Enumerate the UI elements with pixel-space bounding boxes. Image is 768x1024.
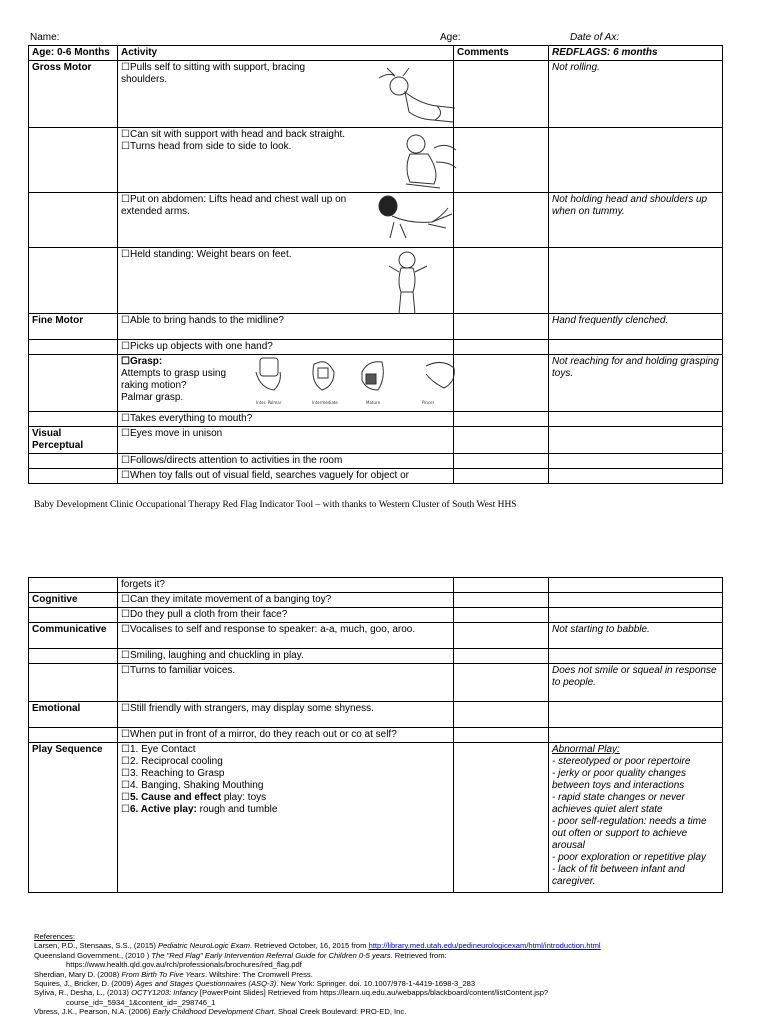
age-label: Age:	[440, 32, 461, 43]
checkbox[interactable]	[121, 792, 130, 803]
checkbox[interactable]	[121, 315, 130, 326]
grasp-label: Pincer	[422, 400, 435, 405]
activity-cell: ☐ 1. Eye Contact ☐ 2. Reciprocal cooling ☐ 3. Reaching to Grasp ☐ 4. Banging, Shaking Mouthing ☐ 5. Cause and effect play: toys ☐ 6. Active play: rough and tumble	[118, 743, 454, 893]
table-header-row	[29, 46, 723, 61]
comment-cell[interactable]	[454, 578, 549, 593]
age-column-header: Age: 0-6 Months	[29, 46, 118, 61]
table-row	[29, 649, 723, 664]
comment-cell[interactable]	[454, 608, 549, 623]
comment-cell[interactable]	[454, 61, 549, 128]
table-row	[29, 469, 723, 484]
reference-item: Squires, J., Bricker, D. (2009) Ages and Stages Questionnaires (ASQ-3). New York: Springer. doi. 10.1007/978-1-4419-1698-3_283	[34, 979, 476, 989]
activity-cell: ☐ Do they pull a cloth from their face?	[118, 608, 454, 623]
activity-cell: ☐ Pulls self to sitting with support, bracing shoulders.	[118, 61, 454, 128]
checkbox[interactable]	[121, 594, 130, 605]
comment-cell[interactable]	[454, 314, 549, 340]
reference-item: Sherdian, Mary D. (2008) From Birth To Five Years. Wiltshire: The Cromwell Press.	[34, 969, 313, 979]
category-play-sequence: Play Sequence	[29, 743, 118, 893]
comment-cell[interactable]	[454, 743, 549, 893]
comment-cell[interactable]	[454, 664, 549, 702]
checkbox[interactable]	[121, 249, 130, 260]
table-row	[29, 427, 723, 454]
table-row	[29, 623, 723, 649]
references-title: References:	[34, 932, 75, 941]
checkbox[interactable]	[121, 756, 130, 767]
checkbox[interactable]	[121, 804, 130, 815]
activity-cell: ☐ Can they imitate movement of a banging toy?	[118, 593, 454, 608]
checkbox[interactable]	[121, 356, 130, 367]
grasp-label: Inter. Palmar	[256, 400, 282, 405]
table-row	[29, 314, 723, 340]
activity-cell: ☐ Smiling, laughing and chuckling in play.	[118, 649, 454, 664]
reference-item: https://www.health.qld.gov.au/rch/professionals/brochures/red_flag.pdf	[66, 960, 302, 970]
category-emotional: Emotional	[29, 702, 118, 728]
red-flag-cell: Not reaching for and holding grasping toys.	[549, 355, 723, 412]
comment-cell[interactable]	[454, 702, 549, 728]
comment-cell[interactable]	[454, 469, 549, 484]
redflags-column-header: REDFLAGS: 6 months	[549, 46, 723, 61]
activity-cell: ☐ When put in front of a mirror, do they reach out or co at self?	[118, 728, 454, 743]
table-row	[29, 702, 723, 728]
table-row	[29, 743, 723, 893]
checkbox[interactable]	[121, 428, 130, 439]
document-footer: Baby Development Clinic Occupational Therapy Red Flag Indicator Tool – with thanks to Western Cluster of South West HHS	[34, 500, 517, 510]
checkbox[interactable]	[121, 62, 130, 73]
checkbox[interactable]	[121, 744, 130, 755]
activity-cell: ☐ When toy falls out of visual field, searches vaguely for object or	[118, 469, 454, 484]
checkbox[interactable]	[121, 665, 130, 676]
references-section	[34, 932, 754, 1017]
red-flag-cell: Not starting to babble.	[549, 623, 723, 649]
checkbox[interactable]	[121, 194, 130, 205]
name-label: Name:	[30, 32, 60, 43]
comment-cell[interactable]	[454, 427, 549, 454]
checkbox[interactable]	[121, 129, 130, 140]
comment-cell[interactable]	[454, 649, 549, 664]
checkbox[interactable]	[121, 768, 130, 779]
baby-pull-to-sit-illustration	[375, 64, 463, 126]
category-communicative: Communicative	[29, 623, 118, 649]
comment-cell[interactable]	[454, 412, 549, 427]
checkbox[interactable]	[121, 341, 130, 352]
table-row	[29, 578, 723, 593]
category-cognitive: Cognitive	[29, 593, 118, 608]
checkbox[interactable]	[121, 455, 130, 466]
checkbox[interactable]	[121, 141, 130, 152]
red-flag-cell: Hand frequently clenched.	[549, 314, 723, 340]
category-gross-motor: Gross Motor	[29, 61, 118, 128]
baby-standing-illustration	[385, 250, 431, 320]
reference-item: Queensland Government., (2010 ) The "Red Flag" Early Intervention Referral Guide for Children 0-5 years. Retrieved from:	[34, 950, 447, 960]
grasp-label: Intermediate	[312, 400, 338, 405]
table-row	[29, 664, 723, 702]
checkbox[interactable]	[121, 624, 130, 635]
activity-cell: ☐ Picks up objects with one hand?	[118, 340, 454, 355]
comments-column-header: Comments	[454, 46, 549, 61]
comment-cell[interactable]	[454, 623, 549, 649]
table-row	[29, 128, 723, 193]
checkbox[interactable]	[121, 729, 130, 740]
grasp-stages-illustration	[250, 352, 470, 408]
activity-cell: ☐ Follows/directs attention to activities in the room	[118, 454, 454, 469]
reference-item: Syliva, R., Desha, L., (2013) OCTY1203: Infancy [PowerPoint Slides] Retrieved from https://learn.uq.edu.au/webapps/blackboard/content/listContent.jsp?	[34, 988, 549, 998]
table-row	[29, 593, 723, 608]
activity-cell: ☐ Still friendly with strangers, may display some shyness.	[118, 702, 454, 728]
red-flag-cell: Not rolling.	[549, 61, 723, 128]
baby-tummy-time-illustration	[370, 192, 456, 246]
comment-cell[interactable]	[454, 193, 549, 248]
activity-cell: ☐ Eyes move in unison	[118, 427, 454, 454]
reference-item: Larsen, P.D., Stensaas, S.S., (2015) Pediatric NeuroLogic Exam. Retrieved October, 16, 2015 from http://library.med.utah.edu/pedineurologicexam/html/introduction.html	[34, 941, 601, 951]
comment-cell[interactable]	[454, 128, 549, 193]
red-flag-cell: Not holding head and shoulders up when on tummy.	[549, 193, 723, 248]
red-flag-cell: Does not smile or squeal in response to people.	[549, 664, 723, 702]
activity-cell: ☐ Can sit with support with head and back straight. ☐ Turns head from side to side to look.	[118, 128, 454, 193]
table-row	[29, 248, 723, 314]
checkbox[interactable]	[121, 780, 130, 791]
reference-item: Vbress, J.K., Pearson, N.A. (2006) Early Childhood Development Chart. Shoal Creek Boulevard: PRO-ED, Inc.	[34, 1007, 407, 1017]
reference-item: course_id=_5934_1&content_id=_298746_1	[66, 997, 216, 1007]
grasp-label: Mature	[366, 400, 381, 405]
activity-cell: ☐ Turns to familiar voices.	[118, 664, 454, 702]
activity-cell: ☐ Vocalises to self and response to speaker: a-a, much, goo, aroo.	[118, 623, 454, 649]
table-row	[29, 608, 723, 623]
category-visual-perceptual: Visual Perceptual	[29, 427, 118, 454]
category-fine-motor: Fine Motor	[29, 314, 118, 340]
comment-cell[interactable]	[454, 454, 549, 469]
activity-cell: ☐ Put on abdomen: Lifts head and chest wall up on extended arms.	[118, 193, 454, 248]
checkbox[interactable]	[121, 609, 130, 620]
assessment-table-2	[28, 577, 723, 893]
comment-cell[interactable]	[454, 248, 549, 314]
table-row	[29, 454, 723, 469]
checkbox[interactable]	[121, 413, 130, 424]
table-row	[29, 728, 723, 743]
activity-cell: ☐ Grasp: Attempts to grasp using raking motion? Palmar grasp.	[118, 355, 454, 412]
activity-cell: forgets it?	[118, 578, 454, 593]
checkbox[interactable]	[121, 650, 130, 661]
activity-cell: ☐ Able to bring hands to the midline?	[118, 314, 454, 340]
activity-column-header: Activity	[118, 46, 454, 61]
baby-supported-sitting-illustration	[390, 128, 462, 194]
activity-cell: ☐ Held standing: Weight bears on feet.	[118, 248, 454, 314]
abnormal-play-cell: Abnormal Play: - stereotyped or poor repertoire - jerky or poor quality changes between toys and interactions - rapid state changes or never achieves quiet alert state - poor self-regulation: needs a time out often or support to achieve arousal - poor exploration or repetitive play - lack of fit between infant and caregiver.	[549, 743, 723, 893]
table-row	[29, 412, 723, 427]
comment-cell[interactable]	[454, 728, 549, 743]
comment-cell[interactable]	[454, 593, 549, 608]
form-header	[30, 32, 750, 44]
checkbox[interactable]	[121, 703, 130, 714]
date-label: Date of Ax:	[570, 32, 620, 43]
reference-link[interactable]: http://library.med.utah.edu/pedineurologicexam/html/introduction.html	[368, 941, 601, 951]
activity-cell: ☐ Takes everything to mouth?	[118, 412, 454, 427]
checkbox[interactable]	[121, 470, 130, 481]
